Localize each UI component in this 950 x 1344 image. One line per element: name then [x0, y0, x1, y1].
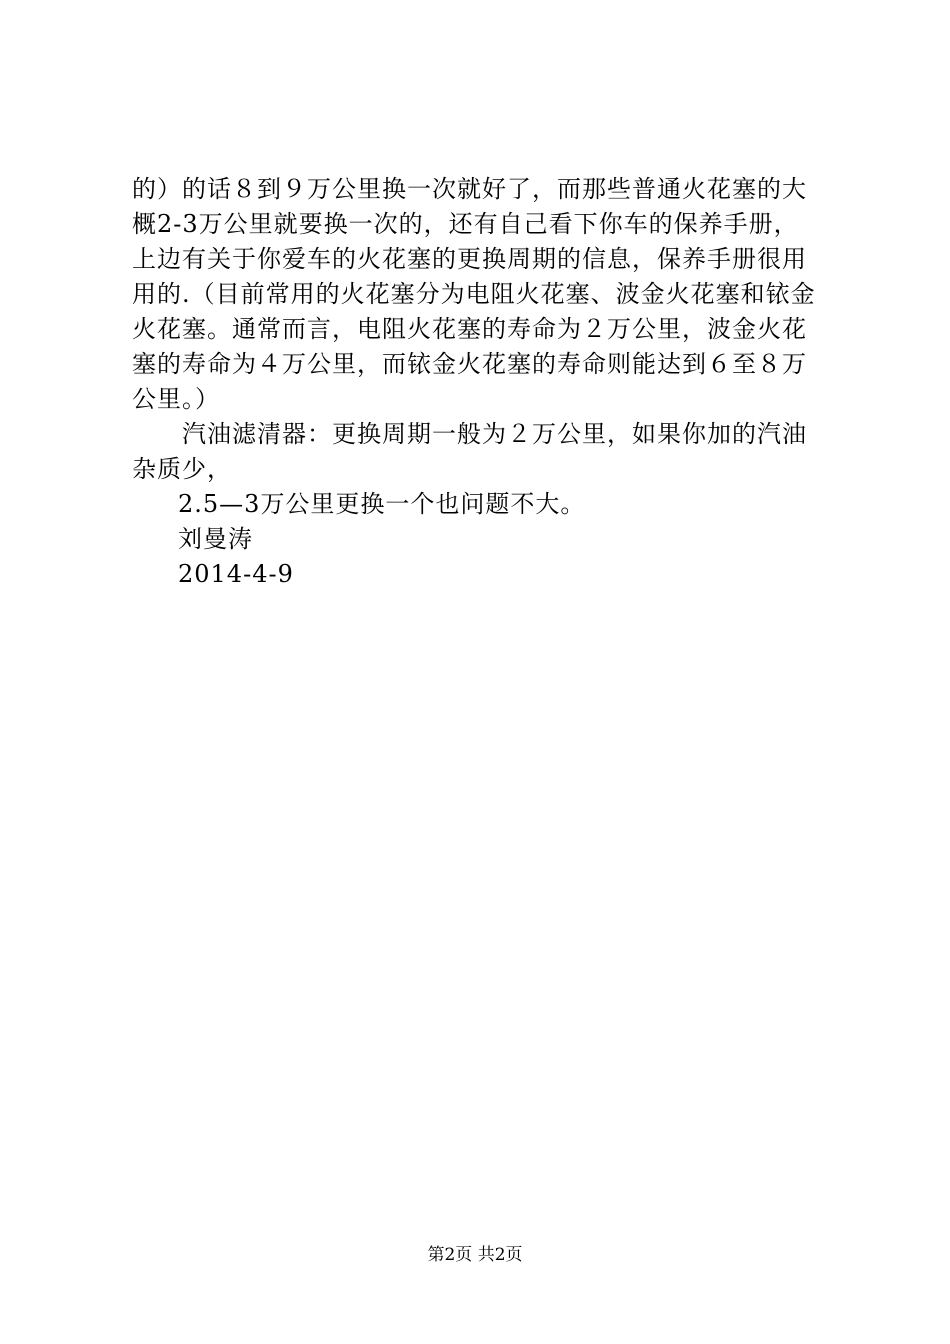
- document-body: [132, 172, 832, 592]
- text-line: 概2-3万公里就要换一次的，还有自己看下你车的保养手册，: [132, 210, 799, 238]
- text-line: 杂质少，: [132, 455, 232, 483]
- text-line: 公里。）: [132, 385, 220, 413]
- document-date: 2014-4-9: [178, 560, 294, 588]
- text-line: 的）的话８到９万公里换一次就好了，而那些普通火花塞的大: [132, 175, 807, 203]
- author-name: 刘曼涛: [178, 525, 253, 553]
- page-footer: [0, 1243, 950, 1267]
- text-line: 上边有关于你爱车的火花塞的更换周期的信息，保养手册很用: [132, 245, 807, 273]
- text-line: 火花塞。通常而言，电阻火花塞的寿命为２万公里，波金火花: [132, 315, 807, 343]
- page-number-label: 第2页 共2页: [427, 1245, 523, 1265]
- paragraph-fuel-filter: 汽油滤清器：更换周期一般为２万公里，如果你加的汽油: [182, 420, 807, 448]
- text-line: 用的.（目前常用的火花塞分为电阻火花塞、波金火花塞和铱金: [132, 280, 816, 308]
- text-line: 2.5—3万公里更换一个也问题不大。: [178, 490, 586, 518]
- text-line: 塞的寿命为４万公里，而铱金火花塞的寿命则能达到６至８万: [132, 350, 807, 378]
